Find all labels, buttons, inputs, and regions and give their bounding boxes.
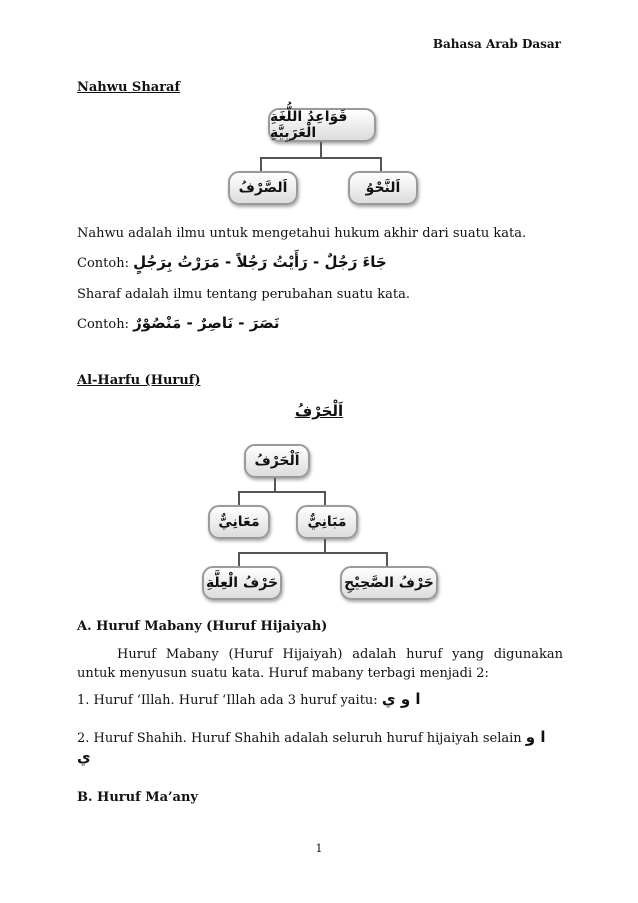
connector-line bbox=[260, 157, 262, 171]
nahwu-definition: Nahwu adalah ilmu untuk mengetahui hukum akhir dari suatu kata. bbox=[77, 226, 527, 241]
section-heading-al-harfu: Al-Harfu (Huruf) bbox=[77, 373, 201, 388]
section-heading-huruf-mabany: A. Huruf Mabany (Huruf Hijaiyah) bbox=[77, 619, 328, 634]
diagram-al-harfu bbox=[200, 440, 440, 600]
connector-line bbox=[324, 491, 326, 505]
sharaf-example-arabic: نَصَرَ - نَاصِرٌ - مَنْصُوْرٌ bbox=[133, 314, 280, 332]
diagram-box-nahwu: اَلنَّحْوُ bbox=[348, 171, 418, 205]
connector-line bbox=[238, 491, 240, 505]
connector-line bbox=[238, 552, 240, 566]
connector-line bbox=[386, 552, 388, 566]
huruf-shahih-arabic: ا و ي bbox=[77, 728, 546, 766]
huruf-illah-text: 1. Huruf ‘Illah. Huruf ‘Illah ada 3 huruf yaitu: bbox=[77, 693, 378, 708]
nahwu-example-arabic: جَاءَ رَجُلٌ - رَأَيْتُ رَجُلاً - مَرَرْتُ بِرَجُلٍ bbox=[133, 253, 387, 271]
connector-line bbox=[274, 478, 276, 492]
diagram-box-maany: مَعَانِيٌّ bbox=[208, 505, 270, 539]
diagram-box-harfu-shahih: حَرْفُ الصَّحِيْحِ bbox=[340, 566, 438, 600]
section-heading-nahwu-sharaf: Nahwu Sharaf bbox=[77, 80, 181, 95]
connector-line bbox=[324, 539, 326, 553]
sharaf-definition: Sharaf adalah ilmu tentang perubahan suatu kata. bbox=[77, 287, 410, 302]
diagram-nahwu-sharaf bbox=[220, 104, 420, 208]
huruf-illah-arabic: ا و ي bbox=[381, 690, 421, 708]
huruf-shahih-item bbox=[77, 728, 563, 768]
al-harfu-arabic-title: اَلْحَرْفُ bbox=[294, 402, 344, 420]
diagram-box-harfu: اَلْحَرْفُ bbox=[244, 444, 310, 478]
diagram-box-harfu-illah: حَرْفُ الْعِلَّةِ bbox=[202, 566, 282, 600]
diagram-box-mabany: مَبَانِيٌّ bbox=[296, 505, 358, 539]
huruf-shahih-text: 2. Huruf Shahih. Huruf Shahih adalah seluruh huruf hijaiyah selain bbox=[77, 731, 522, 746]
huruf-mabany-paragraph: Huruf Mabany (Huruf Hijaiyah) adalah huruf yang digunakan untuk menyusun suatu kata. Huruf mabany terbagi menjadi 2: bbox=[77, 647, 563, 681]
connector-line bbox=[380, 157, 382, 171]
connector-line bbox=[238, 552, 388, 554]
diagram-box-qawaid: قَوَاعِدُ اللُّغَةِ الْعَرَبِيَّةِ bbox=[268, 108, 376, 142]
page-number: 1 bbox=[315, 842, 323, 855]
connector-line bbox=[238, 491, 326, 493]
connector-line bbox=[320, 142, 322, 158]
page-header: Bahasa Arab Dasar bbox=[432, 37, 561, 51]
diagram-box-sharaf: اَلصَّرْفُ bbox=[228, 171, 298, 205]
sharaf-example-line bbox=[77, 314, 563, 334]
contoh-label: Contoh: bbox=[77, 317, 129, 332]
contoh-label: Contoh: bbox=[77, 256, 129, 271]
huruf-illah-item bbox=[77, 690, 563, 710]
connector-line bbox=[260, 157, 382, 159]
nahwu-example-line bbox=[77, 253, 563, 273]
section-heading-huruf-maany: B. Huruf Ma’any bbox=[77, 790, 198, 805]
